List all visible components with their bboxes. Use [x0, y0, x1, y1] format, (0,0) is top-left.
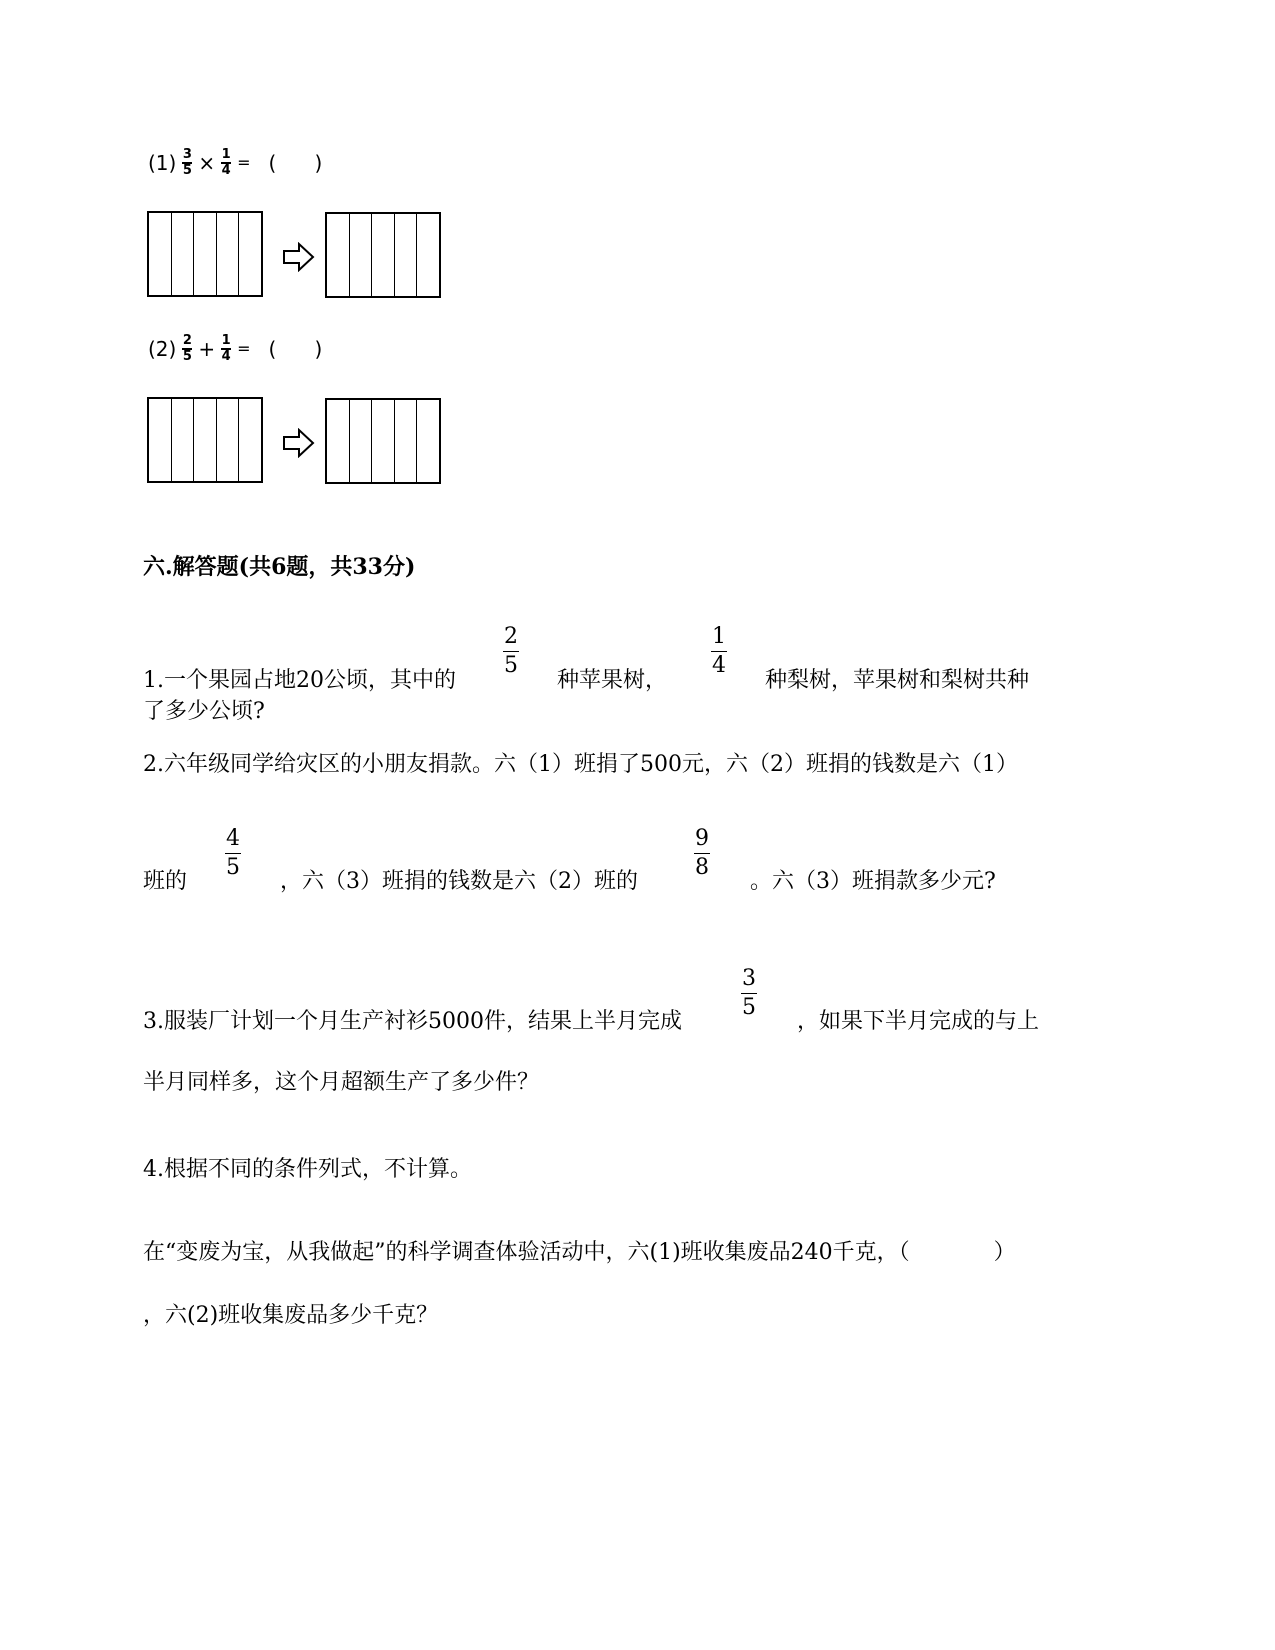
q1-text-c: 种梨树，苹果树和梨树共种: [765, 668, 1030, 693]
numerator: 1: [221, 333, 231, 348]
equation-2-fraction-b: [221, 334, 231, 364]
q4-line-1: 在“变废为宝，从我做起”的科学调查体验活动中，六(1)班收集废品240千克，（ ）: [143, 1240, 1016, 1265]
q2-text-a: 班的: [143, 869, 188, 894]
q1-text-d: 了多少公顷?: [143, 699, 265, 724]
numerator: 1: [712, 624, 726, 649]
numerator: 2: [504, 624, 518, 649]
q4-title: 4.根据不同的条件列式，不计算。: [143, 1157, 472, 1182]
denominator: 4: [221, 348, 231, 364]
denominator: 4: [712, 653, 726, 679]
q3-text-c: 半月同样多，这个月超额生产了多少件？: [143, 1070, 540, 1095]
numerator: 3: [182, 147, 192, 162]
q3-text-b: ，如果下半月完成的与上: [797, 1009, 1040, 1034]
right-arrow-icon: [282, 428, 316, 458]
right-arrow-icon: [282, 242, 316, 272]
q4-line-2: ，六(2)班收集废品多少千克？: [143, 1303, 439, 1328]
fraction-diagram-2a: [147, 397, 263, 483]
fraction-diagram-1b: [325, 212, 441, 298]
numerator: 3: [742, 966, 756, 991]
q2-fraction-2: [694, 827, 710, 880]
fraction-diagram-1a: [147, 211, 263, 297]
equation-1-fraction-b: [221, 148, 231, 178]
q1-fraction-1: [503, 625, 519, 678]
equation-1-answer-blank: ( ): [268, 150, 323, 175]
denominator: 5: [742, 995, 756, 1021]
denominator: 5: [182, 348, 192, 364]
q1-fraction-2: [711, 625, 727, 678]
equation-2-answer-blank: ( ): [268, 336, 323, 361]
section-heading: 六.解答题(共6题，共33分): [143, 554, 416, 580]
equation-2: [148, 334, 322, 364]
q2-text-b: ，六（3）班捐的钱数是六（2）班的: [280, 869, 638, 894]
q1-text-b: 种苹果树，: [557, 668, 668, 693]
q3-fraction-1: [741, 967, 757, 1020]
numerator: 1: [221, 147, 231, 162]
denominator: 8: [695, 855, 709, 881]
q3-text-a: 3.服装厂计划一个月生产衬衫5000件，结果上半月完成: [143, 1009, 682, 1034]
denominator: 5: [182, 162, 192, 178]
numerator: 9: [695, 826, 709, 851]
denominator: 5: [504, 653, 518, 679]
denominator: 4: [221, 162, 231, 178]
q1-text-a: 1.一个果园占地20公顷，其中的: [143, 668, 456, 693]
equation-1-fraction-a: [182, 148, 192, 178]
equation-2-operator: +: [198, 336, 216, 361]
equation-2-fraction-a: [182, 334, 192, 364]
q2-text-c: 。六（3）班捐款多少元?: [750, 869, 996, 894]
q2-fraction-1: [225, 827, 241, 880]
numerator: 4: [226, 826, 240, 851]
q2-line-1: 2.六年级同学给灾区的小朋友捐款。六（1）班捐了500元，六（2）班捐的钱数是六（1）: [143, 752, 1018, 777]
equation-1-equals: =: [237, 153, 251, 173]
equation-1: [148, 148, 322, 178]
equation-2-equals: =: [237, 339, 251, 359]
fraction-diagram-2b: [325, 398, 441, 484]
equation-1-operator: ×: [198, 150, 216, 175]
equation-2-label: (2): [148, 336, 177, 361]
numerator: 2: [182, 333, 192, 348]
equation-1-label: (1): [148, 150, 177, 175]
denominator: 5: [226, 855, 240, 881]
